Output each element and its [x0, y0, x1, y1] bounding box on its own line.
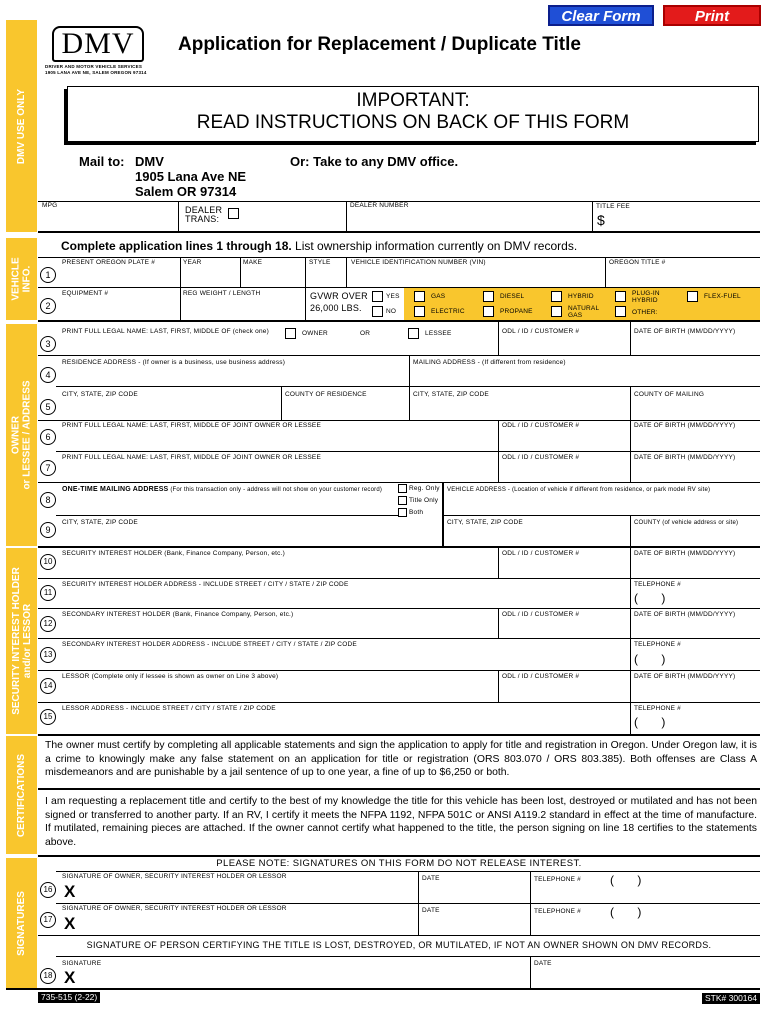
fuel-hybrid-checkbox[interactable]	[551, 291, 562, 302]
line-number-8: 8	[40, 492, 56, 508]
section-owner: OWNER or LESSEE / ADDRESS	[6, 324, 37, 546]
line-number-18: 18	[40, 968, 56, 984]
mail-address-3: Salem OR 97314	[135, 184, 237, 199]
dealer-number-label: DEALER NUMBER	[350, 202, 409, 209]
signature-17-x[interactable]: X	[64, 914, 76, 933]
instructions: Complete application lines 1 through 18. List ownership information currently on DMV records.	[61, 239, 578, 253]
line-number-9: 9	[40, 522, 56, 538]
fuel-natural-gas-checkbox[interactable]	[551, 306, 562, 317]
line-number-6: 6	[40, 429, 56, 445]
title-fee-dollar: $	[597, 212, 605, 228]
both-checkbox[interactable]	[398, 508, 407, 517]
signature-18-x[interactable]: X	[64, 968, 76, 987]
dmv-logo: DMV	[52, 26, 144, 62]
section-vehicle-info: VEHICLE INFO.	[6, 238, 37, 320]
gvwr-yes-checkbox[interactable]	[372, 291, 383, 302]
title-only-checkbox[interactable]	[398, 496, 407, 505]
stock-number: STK# 300164	[702, 993, 760, 1004]
take-to-office: Or: Take to any DMV office.	[290, 154, 459, 169]
line-number-17: 17	[40, 912, 56, 928]
fuel-propane-checkbox[interactable]	[483, 306, 494, 317]
section-signatures: SIGNATURES	[6, 858, 37, 988]
fuel-plugin-hybrid-checkbox[interactable]	[615, 291, 626, 302]
line-number-12: 12	[40, 616, 56, 632]
line-number-7: 7	[40, 460, 56, 476]
form-number: 735-515 (2-22)	[38, 992, 100, 1003]
line-number-16: 16	[40, 882, 56, 898]
fuel-flex-checkbox[interactable]	[687, 291, 698, 302]
line-number-14: 14	[40, 678, 56, 694]
form-title: Application for Replacement / Duplicate Title	[178, 34, 581, 55]
owner-checkbox[interactable]	[285, 328, 296, 339]
gvwr-no-checkbox[interactable]	[372, 306, 383, 317]
line-number-2: 2	[40, 298, 56, 314]
title-fee-label: TITLE FEE	[596, 203, 630, 210]
fuel-diesel-checkbox[interactable]	[483, 291, 494, 302]
mail-address-1: DMV	[135, 154, 164, 169]
line-number-10: 10	[40, 554, 56, 570]
line-number-15: 15	[40, 709, 56, 725]
line-number-3: 3	[40, 336, 56, 352]
fuel-gas-checkbox[interactable]	[414, 291, 425, 302]
section-certifications: CERTIFICATIONS	[6, 736, 37, 854]
line-number-4: 4	[40, 367, 56, 383]
cert-paragraph-2: I am requesting a replacement title and certify to the best of my knowledge the title for this vehicle has been lost, destroyed or mutilated and has not been signed or transferred to another party. If an RV, I certify it meets the NFPA 1192, NFPA 501C or ANSI A119.2 standard in effect at the time of manufacture. If mutilated, remaining pieces are attached. If the owner cannot certify what happened to the title, the person signing on line 18 certifies to the statements above.	[45, 796, 757, 848]
line-number-13: 13	[40, 647, 56, 663]
clear-form-button[interactable]: Clear Form	[548, 5, 654, 26]
important-box: IMPORTANT: READ INSTRUCTIONS ON BACK OF THIS FORM	[67, 86, 759, 142]
dealer-trans-checkbox[interactable]	[228, 208, 239, 219]
lessee-checkbox[interactable]	[408, 328, 419, 339]
fuel-electric-checkbox[interactable]	[414, 306, 425, 317]
mpg-label: MPG	[42, 202, 58, 209]
mail-to-label: Mail to:	[79, 154, 125, 169]
section-security: SECURITY INTEREST HOLDER and/or LESSOR	[6, 548, 37, 734]
line-number-1: 1	[40, 267, 56, 283]
reg-only-checkbox[interactable]	[398, 484, 407, 493]
certifier-note: SIGNATURE OF PERSON CERTIFYING THE TITLE IS LOST, DESTROYED, OR MUTILATED, IF NOT AN OWNER SHOWN ON DMV RECORDS.	[86, 940, 712, 950]
cert-paragraph-1: The owner must certify by completing all applicable statements and sign the application to apply for title and registration in Oregon. Under Oregon law, it is a crime to knowingly make any false statement on an application for title or registration (ORS 803.070 / ORS 803.385). Both offenses are Class A misdemeanors and are punishable by a jail sentence of up to one year, a fine of up to $6,250 or both.	[45, 740, 757, 778]
section-dmv-use-only: DMV USE ONLY	[6, 20, 37, 232]
line-number-5: 5	[40, 399, 56, 415]
logo-subtitle-2: 1905 LANA AVE NE, SALEM OREGON 97314	[45, 70, 147, 75]
print-button[interactable]: Print	[663, 5, 761, 26]
mail-address-2: 1905 Lana Ave NE	[135, 169, 247, 184]
signature-16-x[interactable]: X	[64, 882, 76, 901]
dealer-trans-label: DEALER	[185, 205, 223, 215]
fuel-other-checkbox[interactable]	[615, 306, 626, 317]
line-number-11: 11	[40, 585, 56, 601]
logo-subtitle-1: DRIVER AND MOTOR VEHICLE SERVICES	[45, 64, 143, 69]
signature-note: PLEASE NOTE: SIGNATURES ON THIS FORM DO NOT RELEASE INTEREST.	[216, 858, 582, 869]
